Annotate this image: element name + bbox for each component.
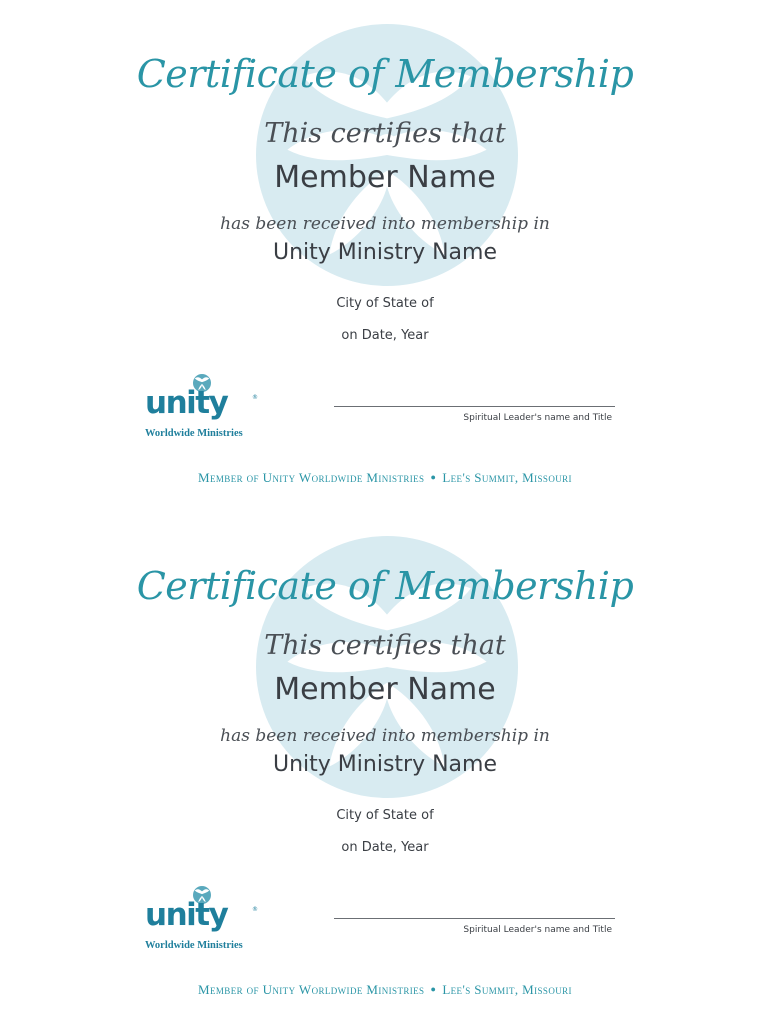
ministry-name: Unity Ministry Name bbox=[273, 752, 497, 777]
certificate-footer bbox=[0, 982, 770, 998]
signature-label: Spiritual Leader's name and Title bbox=[463, 925, 612, 935]
received-text: has been received into membership in bbox=[220, 726, 550, 746]
signature-line bbox=[334, 406, 615, 407]
registered-mark: ® bbox=[252, 394, 258, 401]
certificate-date: on Date, Year bbox=[341, 328, 429, 343]
certifies-text: This certifies that bbox=[264, 118, 506, 149]
city-state: City of State of bbox=[336, 808, 434, 823]
signature-label: Spiritual Leader's name and Title bbox=[463, 413, 612, 423]
certificate-date: on Date, Year bbox=[341, 840, 429, 855]
footer-location: Lee's Summit, Missouri bbox=[442, 982, 572, 997]
ministry-name: Unity Ministry Name bbox=[273, 240, 497, 265]
member-name: Member Name bbox=[274, 160, 496, 195]
signature-line bbox=[334, 918, 615, 919]
footer-location: Lee's Summit, Missouri bbox=[442, 470, 572, 485]
city-state: City of State of bbox=[336, 296, 434, 311]
footer-organization: Member of Unity Worldwide Ministries bbox=[198, 470, 425, 485]
logo-wordmark: unity bbox=[145, 897, 228, 933]
unity-logo bbox=[145, 374, 257, 442]
certificate-footer bbox=[0, 470, 770, 486]
certificate-2 bbox=[0, 512, 770, 1024]
bullet-icon: ● bbox=[430, 472, 437, 482]
unity-logo bbox=[145, 886, 257, 954]
certifies-text: This certifies that bbox=[264, 630, 506, 661]
bullet-icon: ● bbox=[430, 984, 437, 994]
certificate-title: Certificate of Membership bbox=[136, 52, 634, 96]
received-text: has been received into membership in bbox=[220, 214, 550, 234]
logo-subtitle: Worldwide Ministries bbox=[145, 428, 243, 439]
logo-wordmark: unity bbox=[145, 385, 228, 421]
logo-subtitle: Worldwide Ministries bbox=[145, 940, 243, 951]
member-name: Member Name bbox=[274, 672, 496, 707]
registered-mark: ® bbox=[252, 906, 258, 913]
footer-organization: Member of Unity Worldwide Ministries bbox=[198, 982, 425, 997]
certificate-title: Certificate of Membership bbox=[136, 564, 634, 608]
